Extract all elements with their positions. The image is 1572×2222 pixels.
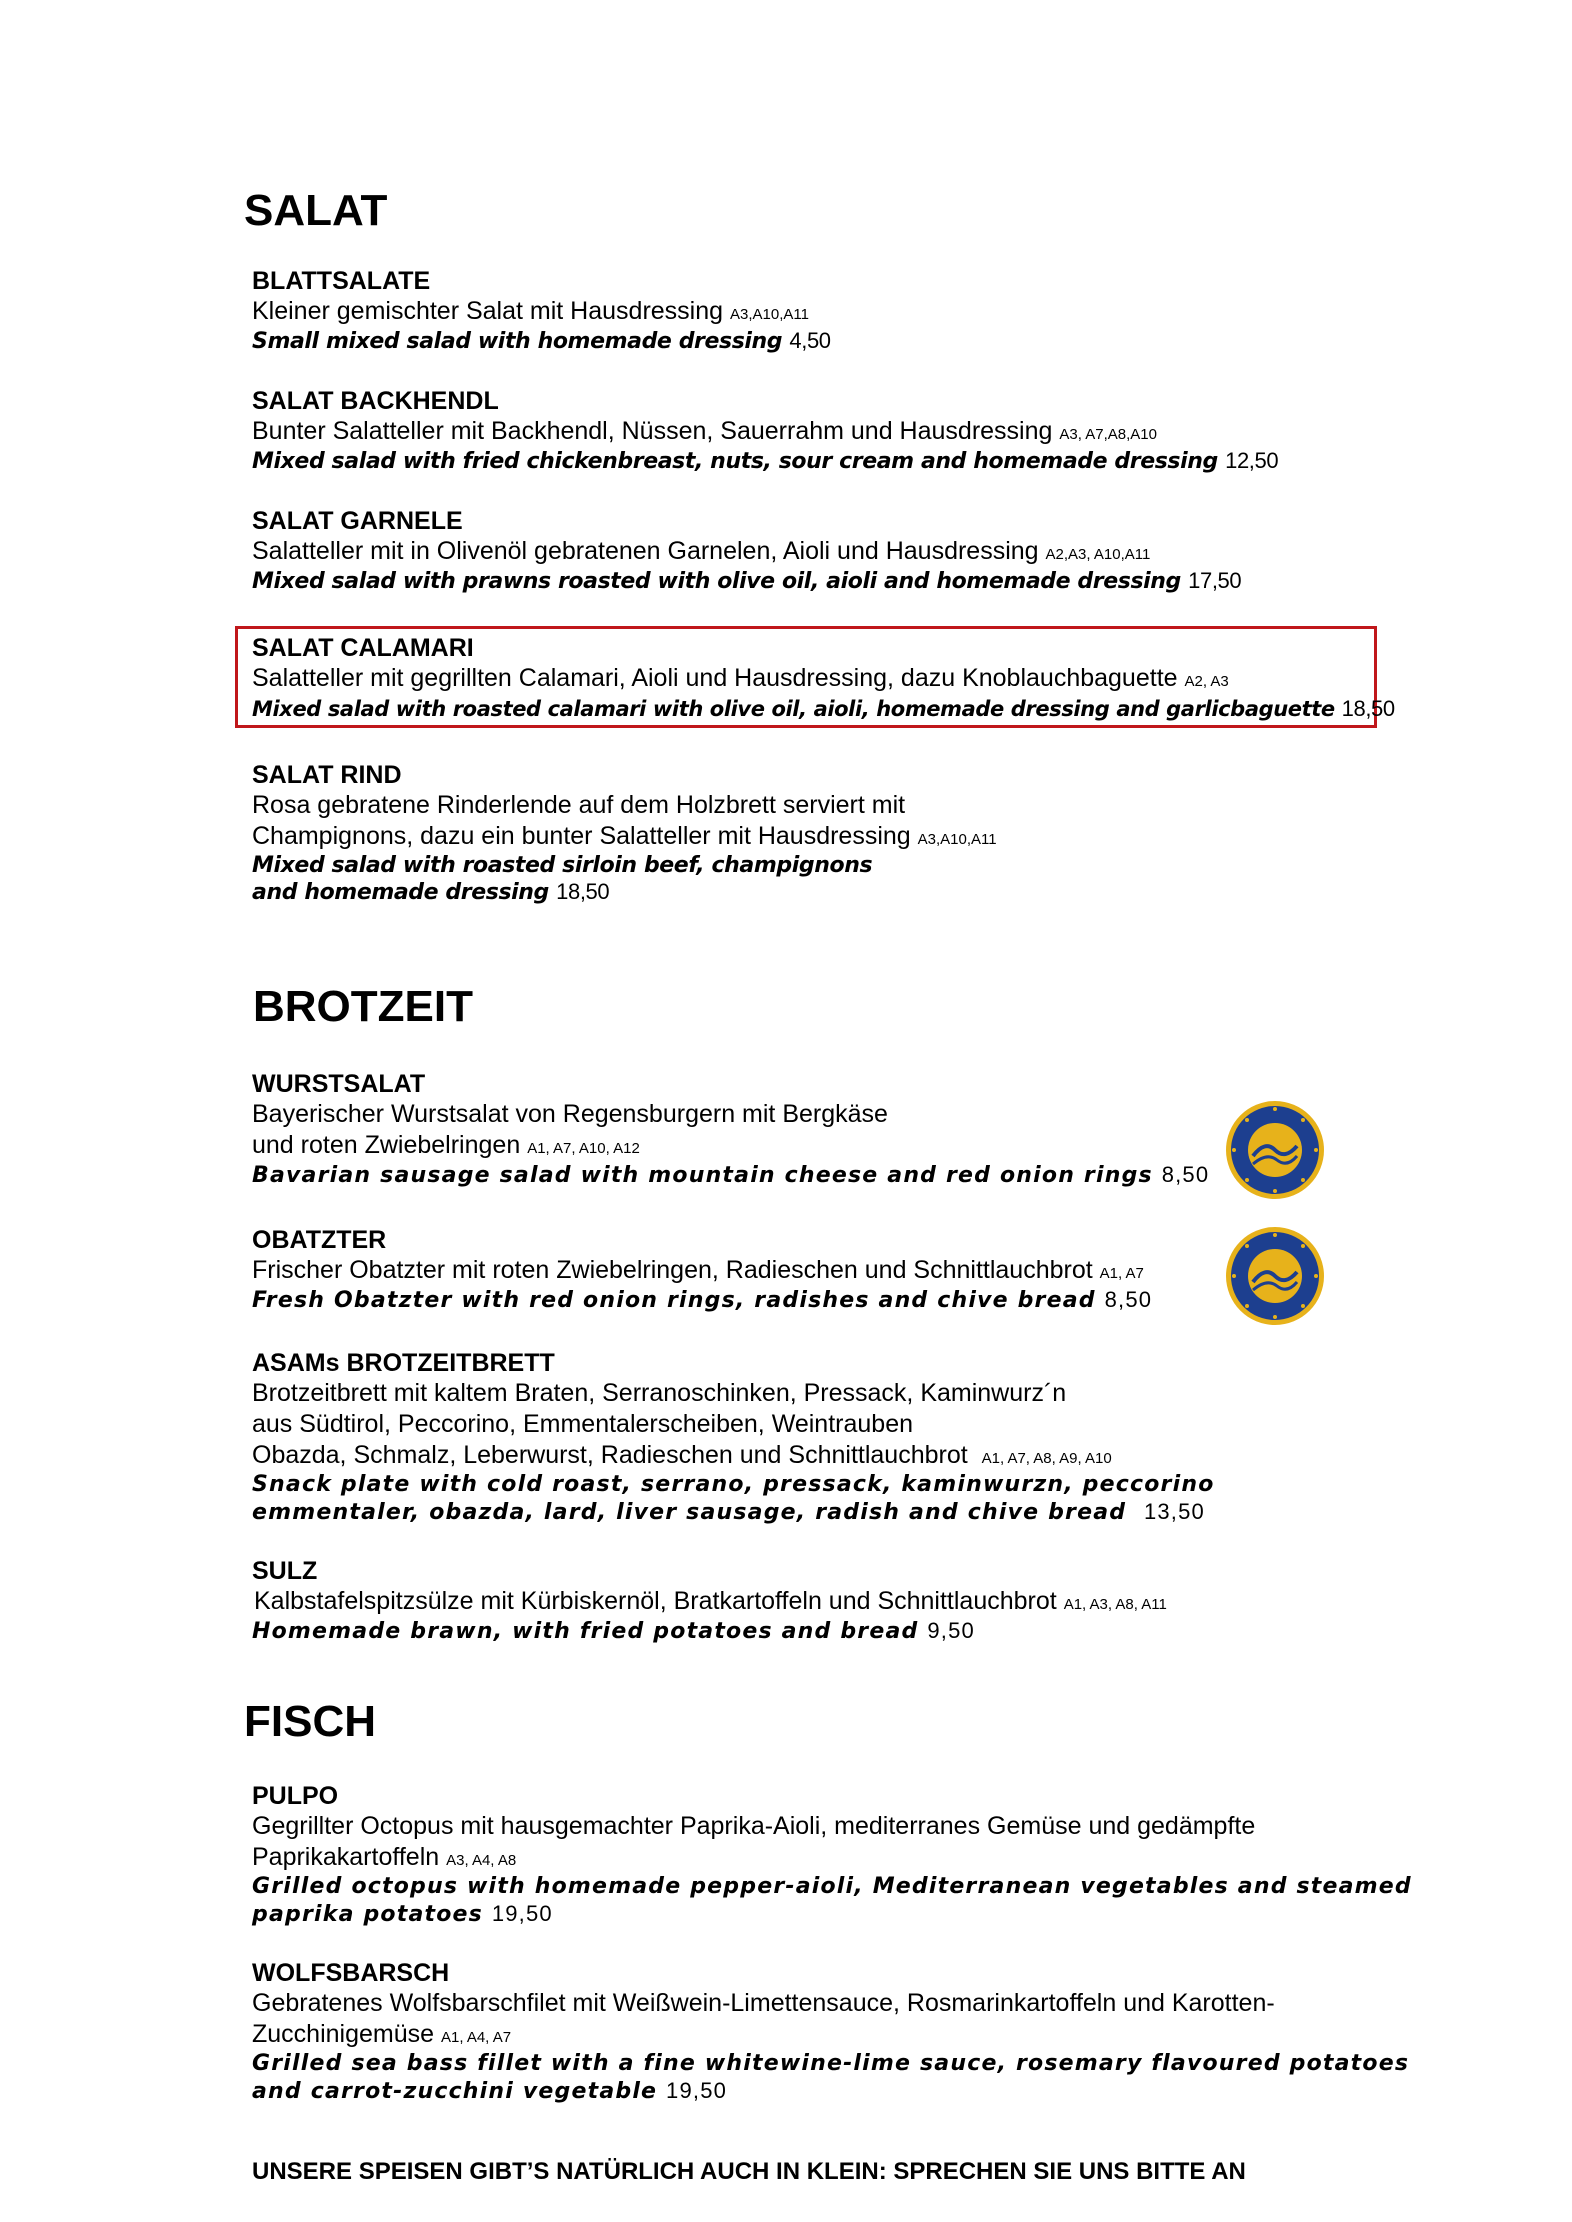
description-text: Salatteller mit in Olivenöl gebratenen Garnelen, Aioli und Hausdressing <box>252 537 1039 565</box>
description-text: Mixed salad with fried chickenbreast, nuts, sour cream and homemade dressing <box>252 449 1218 474</box>
allergen-codes: A1, A7, A8, A9, A10 <box>981 1450 1112 1467</box>
item-description-en-brotzeitbrett-line2 <box>252 1499 1205 1525</box>
description-text: paprika potatoes <box>252 1902 483 1927</box>
allergen-codes: A2,A3, A10,A11 <box>1045 546 1151 563</box>
description-text: and homemade dressing <box>252 880 549 905</box>
item-price: 18,50 <box>1341 696 1395 721</box>
description-text: Frischer Obatzter mit roten Zwiebelringen, Radieschen und Schnittlauchbrot <box>252 1256 1093 1284</box>
item-description-en-rind-line2 <box>252 879 609 905</box>
allergen-codes: A1, A7 <box>1099 1265 1144 1282</box>
item-description-en-pulpo-line2 <box>252 1901 553 1927</box>
description-text: and carrot-zucchini vegetable <box>252 2079 658 2104</box>
item-description-de-wolfsbarsch-line1: Gebratenes Wolfsbarschfilet mit Weißwein-Limettensauce, Rosmarinkartoffeln und Karotten- <box>252 1989 1275 2017</box>
item-price: 13,50 <box>1143 1499 1205 1524</box>
item-description-de-backhendl <box>252 417 1157 446</box>
item-description-de-brotzeitbrett-line3 <box>252 1441 1112 1470</box>
item-description-en-wolfsbarsch-line2 <box>252 2078 727 2104</box>
item-description-de-sulz <box>254 1587 1167 1616</box>
allergen-codes: A3,A10,A11 <box>730 306 809 323</box>
section-title-salat: SALAT <box>244 186 388 235</box>
section-title-brotzeit: BROTZEIT <box>253 982 473 1031</box>
item-description-de-calamari <box>252 664 1229 693</box>
item-price: 8,50 <box>1161 1162 1210 1187</box>
item-description-en-backhendl <box>252 448 1278 474</box>
item-description-de-wurstsalat-line2 <box>252 1131 640 1160</box>
item-title-brotzeitbrett: ASAMs BROTZEITBRETT <box>252 1349 555 1377</box>
description-text: Zucchinigemüse <box>252 2020 435 2048</box>
description-text: Kleiner gemischter Salat mit Hausdressing <box>252 297 724 325</box>
item-description-de-garnele <box>252 537 1150 566</box>
section-title-fisch: FISCH <box>244 1697 376 1746</box>
item-price: 19,50 <box>491 1901 553 1926</box>
description-text: Fresh Obatzter with red onion rings, radishes and chive bread <box>252 1288 1096 1313</box>
item-title-rind: SALAT RIND <box>252 761 402 789</box>
item-description-de-obatzter <box>252 1256 1144 1285</box>
item-description-en-wurstsalat <box>252 1162 1209 1188</box>
description-text: Champignons, dazu ein bunter Salatteller mit Hausdressing <box>252 822 911 850</box>
item-price: 9,50 <box>927 1618 975 1643</box>
item-description-de-pulpo-line2 <box>252 1843 516 1872</box>
item-description-en-sulz <box>252 1618 975 1644</box>
item-description-de-brotzeitbrett-line1: Brotzeitbrett mit kaltem Braten, Serranoschinken, Pressack, Kaminwurz´n <box>252 1379 1067 1407</box>
item-description-en-obatzter <box>252 1287 1152 1313</box>
item-price: 18,50 <box>556 879 610 904</box>
item-description-en-blattsalate <box>252 328 831 354</box>
item-description-de-rind-line2 <box>252 822 997 851</box>
item-description-de-wurstsalat-line1: Bayerischer Wurstsalat von Regensburgern mit Bergkäse <box>252 1100 888 1128</box>
item-title-pulpo: PULPO <box>252 1782 339 1810</box>
item-title-sulz: SULZ <box>252 1557 318 1585</box>
item-title-blattsalate: BLATTSALATE <box>252 267 431 295</box>
description-text: Small mixed salad with homemade dressing <box>252 329 783 354</box>
item-description-en-garnele <box>252 568 1241 594</box>
description-text: Salatteller mit gegrillten Calamari, Aioli und Hausdressing, dazu Knoblauchbaguette <box>252 664 1178 692</box>
item-title-calamari: SALAT CALAMARI <box>252 634 474 662</box>
description-text: Obazda, Schmalz, Leberwurst, Radieschen und Schnittlauchbrot <box>252 1441 968 1469</box>
item-description-en-wolfsbarsch-line1: Grilled sea bass fillet with a fine whitewine-lime sauce, rosemary flavoured potatoes <box>252 2051 1410 2076</box>
pgi-seal-icon <box>1225 1100 1325 1200</box>
item-price: 17,50 <box>1188 568 1242 593</box>
allergen-codes: A1, A4, A7 <box>440 2029 512 2046</box>
item-description-en-pulpo-line1: Grilled octopus with homemade pepper-aioli, Mediterranean vegetables and steamed <box>252 1874 1412 1899</box>
description-text: und roten Zwiebelringen <box>252 1131 521 1159</box>
description-text: Bavarian sausage salad with mountain cheese and red onion rings <box>252 1163 1153 1188</box>
allergen-codes: A3, A4, A8 <box>446 1852 517 1869</box>
description-text: Mixed salad with roasted calamari with olive oil, aioli, homemade dressing and garlicbaguette <box>252 697 1335 721</box>
item-description-en-rind-line1: Mixed salad with roasted sirloin beef, champignons <box>252 853 873 878</box>
description-text: emmentaler, obazda, lard, liver sausage, radish and chive bread <box>252 1500 1127 1525</box>
item-title-obatzter: OBATZTER <box>252 1226 387 1254</box>
description-text: Kalbstafelspitzsülze mit Kürbiskernöl, Bratkartoffeln und Schnittlauchbrot <box>254 1587 1057 1615</box>
description-text: Homemade brawn, with fried potatoes and bread <box>252 1619 919 1644</box>
item-description-de-blattsalate <box>252 297 809 326</box>
allergen-codes: A1, A3, A8, A11 <box>1063 1596 1167 1613</box>
item-description-de-brotzeitbrett-line2: aus Südtirol, Peccorino, Emmentalerscheiben, Weintrauben <box>252 1410 913 1438</box>
allergen-codes: A1, A7, A10, A12 <box>527 1140 640 1157</box>
item-title-garnele: SALAT GARNELE <box>252 507 463 535</box>
item-description-de-wolfsbarsch-line2 <box>252 2020 511 2049</box>
description-text: Paprikakartoffeln <box>252 1843 440 1871</box>
item-title-backhendl: SALAT BACKHENDL <box>252 387 499 415</box>
description-text: Bunter Salatteller mit Backhendl, Nüssen, Sauerrahm und Hausdressing <box>252 417 1053 445</box>
allergen-codes: A3,A10,A11 <box>917 831 997 848</box>
allergen-codes: A2, A3 <box>1184 673 1229 690</box>
item-price: 4,50 <box>789 328 831 353</box>
description-text: Mixed salad with prawns roasted with olive oil, aioli and homemade dressing <box>252 569 1181 594</box>
item-description-en-brotzeitbrett-line1: Snack plate with cold roast, serrano, pressack, kaminwurzn, peccorino <box>252 1472 1215 1497</box>
item-price: 12,50 <box>1225 448 1279 473</box>
pgi-seal-icon <box>1225 1226 1325 1326</box>
item-price: 8,50 <box>1104 1287 1153 1312</box>
footer-note: UNSERE SPEISEN GIBT’S NATÜRLICH AUCH IN KLEIN: SPRECHEN SIE UNS BITTE AN <box>252 2158 1246 2185</box>
item-description-de-pulpo-line1: Gegrillter Octopus mit hausgemachter Paprika-Aioli, mediterranes Gemüse und gedämpfte <box>252 1812 1256 1840</box>
item-description-de-rind-line1: Rosa gebratene Rinderlende auf dem Holzbrett serviert mit <box>252 791 906 819</box>
item-description-en-calamari <box>252 696 1395 722</box>
item-title-wolfsbarsch: WOLFSBARSCH <box>252 1959 450 1987</box>
item-title-wurstsalat: WURSTSALAT <box>252 1070 426 1098</box>
allergen-codes: A3, A7,A8,A10 <box>1059 426 1157 443</box>
item-price: 19,50 <box>666 2078 728 2103</box>
